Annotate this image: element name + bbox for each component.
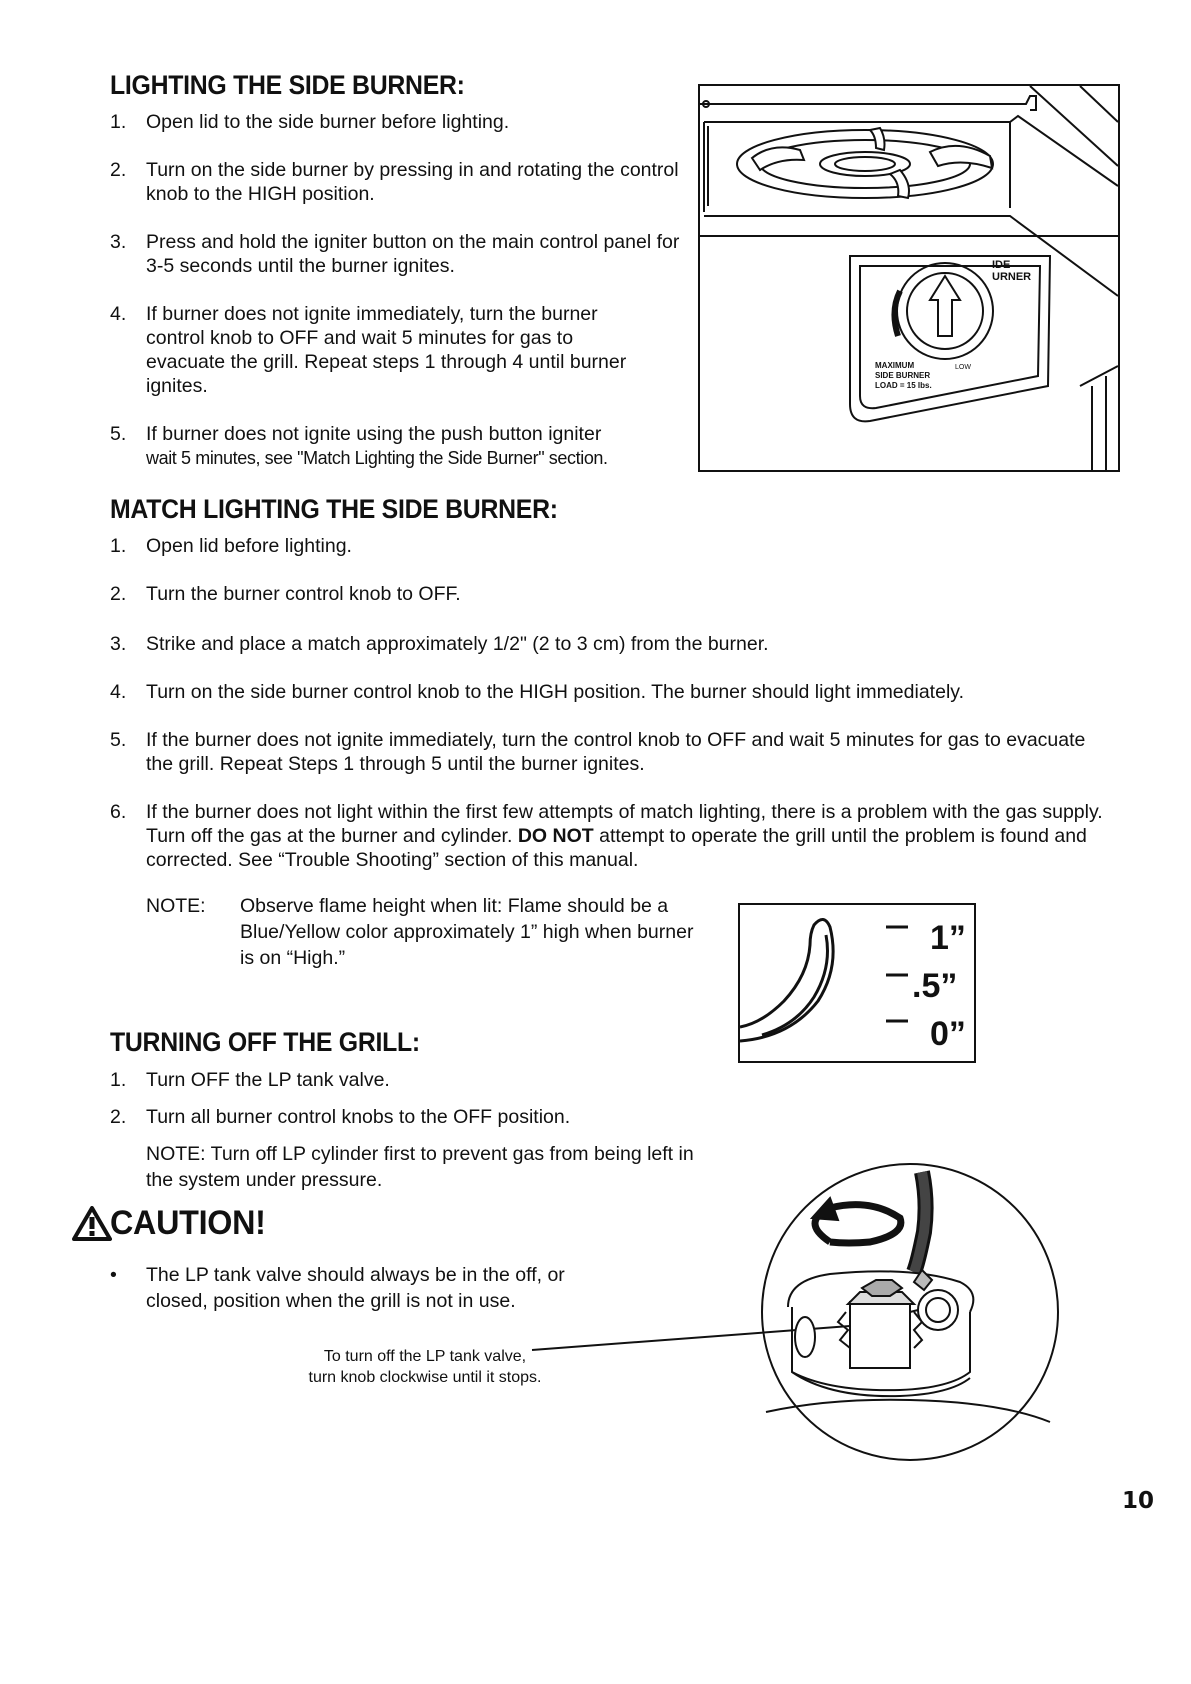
caution-title: CAUTION! — [110, 1204, 266, 1242]
lighting-steps — [110, 110, 690, 494]
lp-tank-valve-figure — [530, 1162, 1090, 1472]
flame-height-figure — [738, 903, 976, 1063]
lp-tank-valve-illustration — [530, 1162, 1090, 1472]
panel-label-line1: IDE — [992, 259, 1011, 271]
turning-off-steps — [110, 1068, 710, 1129]
list-item: 2. Turn on the side burner by pressing in and rotating the control knob to the HIGH position. — [110, 159, 679, 205]
load-label-line3: LOAD = 15 lbs. — [875, 381, 932, 390]
low-label: LOW — [955, 364, 971, 371]
note-label: NOTE: — [146, 895, 206, 917]
valve-caption — [280, 1346, 570, 1388]
load-label-line2: SIDE BURNER — [875, 371, 931, 380]
panel-label-line2: URNER — [992, 271, 1032, 283]
caution-text: The LP tank valve should always be in the off, or closed, position when the grill is not in use. — [146, 1264, 565, 1312]
list-item: 5. If burner does not ignite using the push button igniter wait 5 minutes, see "Match Lighting the Side Burner" section. — [110, 423, 608, 468]
flame-label-1-inch: 1” — [930, 919, 966, 957]
heading-turning-off: TURNING OFF THE GRILL: — [110, 1027, 420, 1057]
list-item: 2. Turn all burner control knobs to the OFF position. — [110, 1106, 571, 1128]
list-item: 3. Strike and place a match approximately 1/2" (2 to 3 cm) from the burner. — [110, 633, 769, 655]
list-item: 1. Open lid before lighting. — [110, 535, 352, 557]
load-label-line1: MAXIMUM — [875, 361, 915, 370]
turning-off-note: NOTE: Turn off LP cylinder first to prevent gas from being left in the system under pressure. — [146, 1143, 694, 1191]
flame-label-half-inch: .5” — [912, 967, 958, 1005]
list-item: 1. Open lid to the side burner before lighting. — [110, 111, 510, 133]
heading-match-lighting: MATCH LIGHTING THE SIDE BURNER: — [110, 494, 558, 524]
caution-bullet: • — [110, 1264, 117, 1286]
valve-caption-line2: turn knob clockwise until it stops. — [308, 1369, 542, 1386]
list-item: 6. If the burner does not light within the first few attempts of match lighting, there is a problem with the gas supply. Turn off the gas at the burner and cylinder. DO NOT attempt to operate the grill until the problem is found and corrected. See “Trouble Shooting” section of this manual. — [110, 801, 1103, 871]
list-item: 2. Turn the burner control knob to OFF. — [110, 583, 461, 605]
side-burner-figure — [698, 84, 1120, 472]
heading-lighting: LIGHTING THE SIDE BURNER: — [110, 70, 465, 100]
list-item: 5. If the burner does not ignite immediately, turn the control knob to OFF and wait 5 minutes for gas to evacuate the grill. Repeat Steps 1 through 5 until the burner ignites. — [110, 729, 1086, 775]
list-item: 4. If burner does not ignite immediately, turn the burner control knob to OFF and wait 5 minutes for gas to evacuate the grill. Repeat steps 1 through 4 until burner ignites. — [110, 303, 627, 397]
list-item: 4. Turn on the side burner control knob to the HIGH position. The burner should light immediately. — [110, 681, 964, 703]
flame-label-0-inch: 0” — [930, 1015, 966, 1053]
warning-triangle-icon — [72, 1206, 112, 1242]
valve-caption-line1: To turn off the LP tank valve, — [323, 1348, 527, 1365]
match-steps — [110, 534, 1110, 896]
page-number: 10 — [1122, 1488, 1155, 1514]
note-text: Observe flame height when lit: Flame should be a Blue/Yellow color approximately 1” high when burner is on “High.” — [240, 895, 694, 969]
side-burner-illustration — [700, 86, 1118, 470]
list-item: 1. Turn OFF the LP tank valve. — [110, 1069, 390, 1091]
list-item: 3. Press and hold the igniter button on the main control panel for 3-5 seconds until the burner ignites. — [110, 231, 680, 277]
